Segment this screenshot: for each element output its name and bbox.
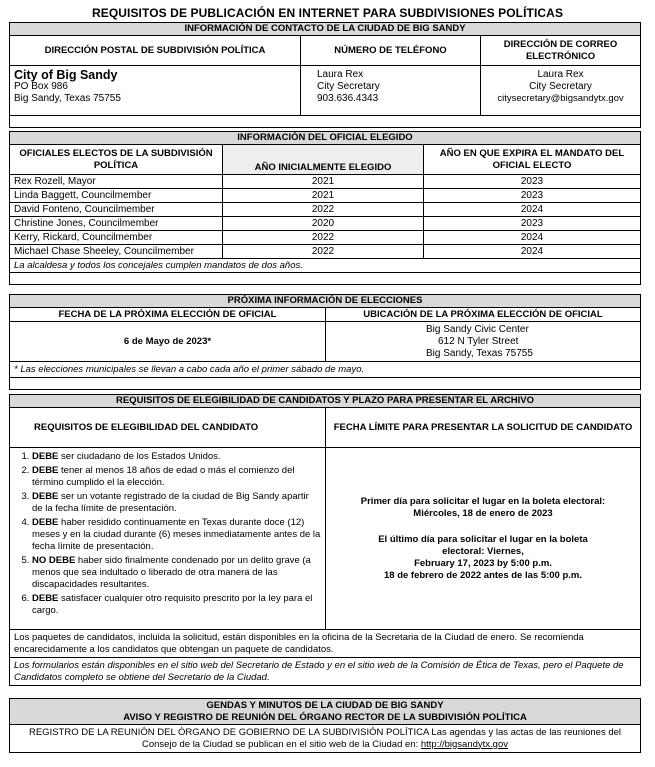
election-date: 6 de Mayo de 2023* [10,322,326,362]
last-filing-day-label-2: electoral: Viernes, [442,545,524,557]
year-elected: 2021 [223,189,424,203]
spacer-row [10,378,641,390]
list-item: 4. DEBE haber residido continuamente en Texas durante doce (12) meses y en la ciudad durante (6) meses inmediatamente antes de la fecha límite de presentación. [32,517,321,553]
last-filing-day-label: El último día para solicitar el lugar en la boleta [378,533,588,545]
email-contact-role: City Secretary [529,81,592,92]
mailing-address-cell [10,66,301,116]
email-contact-name: Laura Rex [537,69,584,80]
term-expires: 2024 [424,231,641,245]
term-expires-heading: AÑO EN QUE EXPIRA EL MANDATO DEL OFICIAL ELECTO [424,145,641,175]
phone-number: 903.636.4343 [317,93,379,104]
election-table [9,294,641,390]
officials-name-heading: OFICIALES ELECTOS DE LA SUBDIVISIÓN POLÍTICA [10,145,223,175]
year-elected: 2022 [223,231,424,245]
term-expires: 2023 [424,189,641,203]
filing-deadline-cell [326,448,641,630]
list-item: 1. DEBE ser ciudadano de los Estados Unidos. [32,451,321,463]
officials-table [9,131,641,285]
eligibility-header: REQUISITOS DE ELEGIBILIDAD DE CANDIDATOS Y PLAZO PARA PRESENTAR EL ARCHIVO [10,395,641,408]
term-expires: 2023 [424,175,641,189]
mailing-address-heading: DIRECCIÓN POSTAL DE SUBDIVISIÓN POLÍTICA [10,36,301,66]
officials-header: INFORMACIÓN DEL OFICIAL ELEGIDO [10,132,641,145]
official-name: Rex Rozell, Mayor [10,175,223,189]
contact-header: INFORMACIÓN DE CONTACTO DE LA CIUDAD DE BIG SANDY [10,23,641,36]
year-elected: 2022 [223,245,424,259]
eligibility-table [9,394,641,686]
city-name: City of Big Sandy [14,68,118,82]
year-elected: 2022 [223,203,424,217]
first-filing-day-label: Primer día para solicitar el lugar en la boleta electoral: [360,495,606,507]
agendas-header-line-2: AVISO Y REGISTRO DE REUNIÓN DEL ÓRGANO RECTOR DE LA SUBDIVISIÓN POLÍTICA [123,711,527,723]
contact-table [9,22,641,128]
year-elected-heading: AÑO INICIALMENTE ELEGIDO [223,145,424,175]
eligibility-list [14,451,321,617]
official-name: Kerry, Rickard, Councilmember [10,231,223,245]
phone-contact-name: Laura Rex [317,69,364,80]
location-line-2: 612 N Tyler Street [438,335,519,347]
list-item: 6. DEBE satisfacer cualquier otro requisito prescrito por la ley para el cargo. [32,593,321,617]
phone-contact-role: City Secretary [317,81,380,92]
agendas-header [10,699,641,725]
eligibility-list-cell [10,448,326,630]
term-expires: 2024 [424,203,641,217]
address-line-1: PO Box 986 [14,81,68,92]
official-name: Linda Baggett, Councilmember [10,189,223,203]
phone-cell [301,66,481,116]
term-expires: 2024 [424,245,641,259]
forms-note: Los formularios están disponibles en el sitio web del Secretario de Estado y en el sitio web de la Comisión de Ética de Texas, pero el Paquete de Candidatos completo se obtiene del Secretario de la Ciudad. [10,658,641,686]
table-row [10,245,641,259]
table-row [10,175,641,189]
list-item: 3. DEBE ser un votante registrado de la ciudad de Big Sandy apartir de la fecha límite de presentación. [32,491,321,515]
term-expires: 2023 [424,217,641,231]
location-line-1: Big Sandy Civic Center [426,323,529,335]
year-elected: 2021 [223,175,424,189]
email-heading: DIRECCIÓN DE CORREO ELECTRÓNICO [481,36,641,66]
eligibility-requirements-heading: REQUISITOS DE ELEGIBILIDAD DEL CANDIDATO [10,408,326,448]
address-line-2: Big Sandy, Texas 75755 [14,93,121,104]
election-header: PRÓXIMA INFORMACIÓN DE ELECCIONES [10,295,641,308]
election-note: * Las elecciones municipales se llevan a cabo cada año el primer sábado de mayo. [10,362,641,378]
spacer-row [10,116,641,128]
official-name: David Fonteno, Councilmember [10,203,223,217]
last-filing-day-date-es: 18 de febrero de 2022 antes de las 5:00 p.m. [384,569,583,581]
email-cell [481,66,641,116]
election-location-heading: UBICACIÓN DE LA PRÓXIMA ELECCIÓN DE OFICIAL [326,308,641,322]
agendas-text-cell [10,725,641,753]
year-elected: 2020 [223,217,424,231]
agendas-table [9,698,641,753]
election-location-cell [326,322,641,362]
list-item: 2. DEBE tener al menos 18 años de edad o más el comienzo del término cumplido el la elección. [32,465,321,489]
election-date-heading: FECHA DE LA PRÓXIMA ELECCIÓN DE OFICIAL [10,308,326,322]
filing-deadline-heading: FECHA LÍMITE PARA PRESENTAR LA SOLICITUD DE CANDIDATO [326,408,641,448]
table-row [10,189,641,203]
list-item: 5. NO DEBE haber sido finalmente condenado por un delito grave (a menos que sea indultado o liberado de otra manera de las discapacidades resultantes. [32,555,321,591]
email-address: citysecretary@bigsandytx.gov [497,93,624,104]
term-note: La alcaldesa y todos los concejales cumplen mandatos de dos años. [10,259,641,273]
table-row [10,203,641,217]
city-website-link[interactable]: http://bigsandytx.gov [420,738,508,750]
page-title: REQUISITOS DE PUBLICACIÓN EN INTERNET PARA SUBDIVISIONES POLÍTICAS [91,6,564,20]
spacer-row [10,273,641,285]
table-row [10,217,641,231]
official-name: Christine Jones, Councilmember [10,217,223,231]
last-filing-day-date-en: February 17, 2023 by 5:00 p.m. [414,557,552,569]
phone-heading: NÚMERO DE TELÉFONO [301,36,481,66]
location-line-3: Big Sandy, Texas 75755 [426,347,533,359]
agendas-header-line-1: GENDAS Y MINUTOS DE LA CIUDAD DE BIG SANDY [206,699,444,711]
first-filing-day-date: Miércoles, 18 de enero de 2023 [413,507,553,519]
packet-note: Los paquetes de candidatos, incluida la solicitud, están disponibles en la oficina de la Secretaria de la Ciudad de enero. Se recomienda encarecidamente a los candidatos que obtengan un paquete de candidatos. [10,630,641,658]
table-row [10,231,641,245]
official-name: Michael Chase Sheeley, Councilmember [10,245,223,259]
agendas-text: REGISTRO DE LA REUNIÓN DEL ÓRGANO DE GOBIERNO DE LA SUBDIVISIÓN POLÍTICA Las agendas y las actas de las reuniones del Consejo de la Ciudad se publican en el sitio web de la Ciudad en: [28,726,622,750]
